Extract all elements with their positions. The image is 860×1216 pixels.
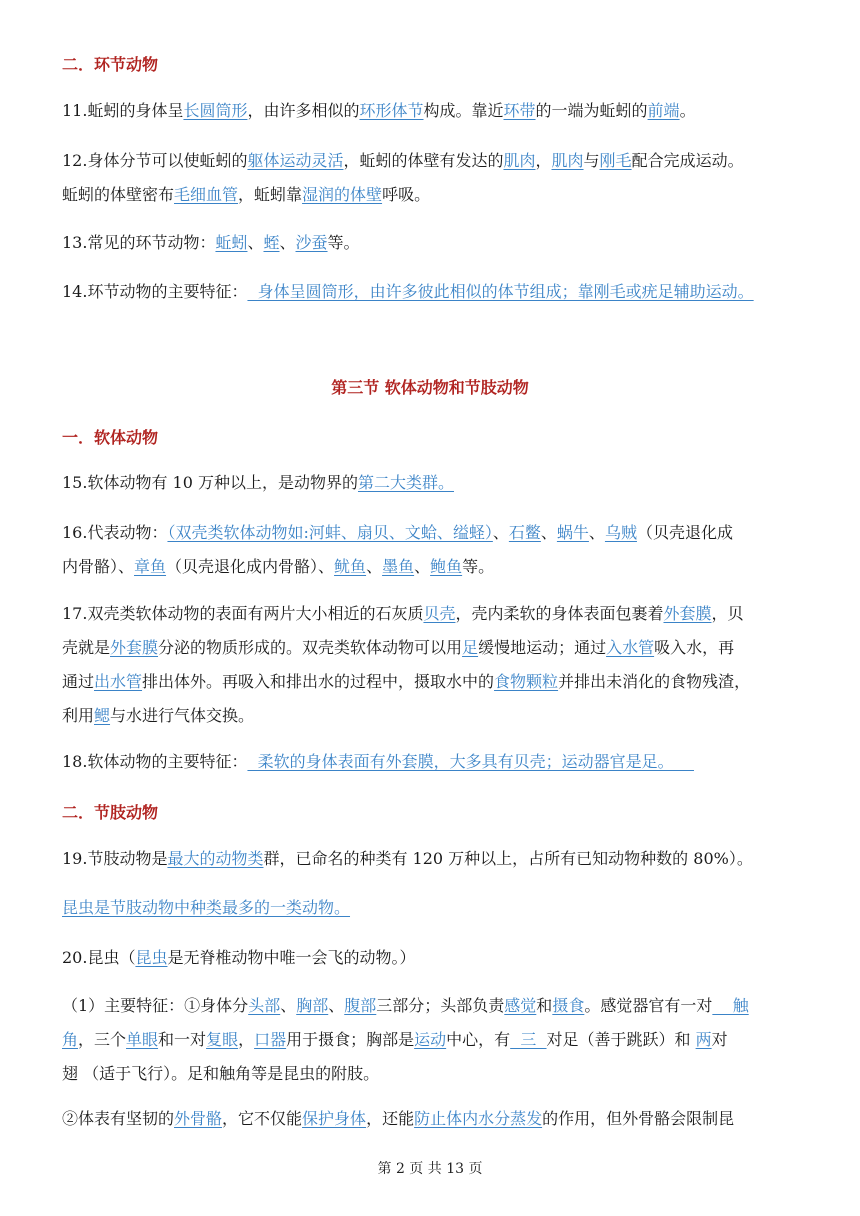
answer: 蛭 [263,233,280,252]
answer: 昆虫是节肢动物中种类最多的一类动物。 [62,898,351,917]
text: 构成。靠近 [423,101,504,120]
text: 与 [583,151,600,170]
text: 是无脊椎动物中唯一会飞的动物。） [167,948,416,967]
answer: 鱿鱼 [334,557,367,576]
text: 。感觉器官有一对 [584,996,713,1015]
text: 用于摄食；胸部是 [286,1030,415,1049]
text: ，蚯蚓的体壁有发达的 [343,151,504,170]
text: 并排出未消化的食物残渣， [558,672,751,691]
answer: 章鱼 [134,557,167,576]
paragraph-19 [62,842,802,876]
text: （贝壳退化成 [636,523,733,542]
paragraph-14 [62,275,802,309]
text: 利用 [62,706,95,725]
page-footer: 第 2 页 共 13 页 [377,1161,483,1177]
text: 11.蚯蚓的身体呈 [62,101,184,120]
answer: 毛细血管 [174,185,239,204]
text: 12.身体分节可以使蚯蚓的 [62,151,248,170]
answer: 保护身体 [302,1109,367,1128]
answer: 口器 [254,1030,287,1049]
text: 和 [536,996,553,1015]
text: 通过 [62,672,95,691]
answer: 最大的动物类 [167,849,264,868]
text: 呼吸。 [382,185,431,204]
text: 缓慢地运动；通过 [478,638,607,657]
text: 18.软体动物的主要特征： [62,752,248,771]
text: ，由许多相似的 [247,101,360,120]
text: 、 [414,557,431,576]
text: 16.代表动物： [62,523,168,542]
answer: 蚯蚓 [215,233,248,252]
answer: 触 [712,996,749,1015]
answer: 蜗牛 [556,523,589,542]
answer: 出水管 [94,672,143,691]
text: ，三个 [78,1030,127,1049]
answer: 运动 [414,1030,447,1049]
answer: 环带 [503,101,536,120]
text: 壳就是 [62,638,111,657]
answer: 墨鱼 [382,557,415,576]
answer: 柔软的身体表面有外套膜，大多具有贝壳；运动器官是足。 [247,752,694,771]
paragraph-18 [62,745,802,779]
text: 吸入水，再 [654,638,735,657]
answer: 躯体运动灵活 [247,151,344,170]
answer: 前端 [647,101,680,120]
answer: 鳃 [94,706,111,725]
paragraph-12 [62,144,802,212]
text: （贝壳退化成内骨骼）、 [166,557,335,576]
answer: 环形体节 [359,101,424,120]
text: 。 [679,101,696,120]
text: 三部分；头部负责 [376,996,505,1015]
text: （1）主要特征：①身体分 [62,996,249,1015]
answer: 入水管 [606,638,655,657]
text: 对 [711,1030,728,1049]
text: 、 [492,523,509,542]
text: 排出体外。再吸入和排出水的过程中，摄取水中的 [142,672,495,691]
text: ，它不仅能 [222,1109,303,1128]
text: 、 [247,233,264,252]
text: 、 [279,233,296,252]
answer: 外套膜 [663,604,712,623]
paragraph-19-insects [62,891,802,925]
section-heading-mollusks: 一．软体动物 [62,428,159,447]
answer: 感觉 [504,996,537,1015]
answer: 三 [510,1030,547,1049]
paragraph-11 [62,94,802,128]
text: ，贝 [711,604,744,623]
answer: 第二大类群。 [357,473,454,492]
section-title: 第三节 软体动物和节肢动物 [331,378,529,397]
text: 中心，有 [446,1030,511,1049]
section-heading-arthropods: 二．节肢动物 [62,803,159,822]
answer: 石鳖 [508,523,541,542]
text: 、 [366,557,383,576]
text: 、 [540,523,557,542]
answer: 湿润的体壁 [302,185,383,204]
answer: 腹部 [344,996,377,1015]
paragraph-17 [62,597,802,733]
answer: 昆虫 [135,948,168,967]
paragraph-20-2 [62,1102,802,1136]
text: 等。 [327,233,360,252]
answer: 摄食 [552,996,585,1015]
paragraph-15 [62,466,802,500]
text: 与水进行气体交换。 [110,706,255,725]
text: 分泌的物质形成的。双壳类软体动物可以用 [158,638,463,657]
section-heading-annelids: 二．环节动物 [62,55,159,74]
text: 翅 （适于飞行）。足和触角等是昆虫的附肢。 [62,1064,380,1083]
answer: 刚毛 [599,151,632,170]
answer: 外套膜 [110,638,159,657]
answer: 肌肉 [551,151,584,170]
text: 配合完成运动。 [631,151,744,170]
text: 和一对 [158,1030,207,1049]
answer: 肌肉 [503,151,536,170]
answer: 外骨骼 [174,1109,223,1128]
text: ，还能 [366,1109,415,1128]
text: ②体表有坚韧的 [62,1109,175,1128]
text: 对足（善于跳跃）和 [546,1030,696,1049]
text: ， [535,151,552,170]
answer: 两 [695,1030,712,1049]
answer: 食物颗粒 [494,672,559,691]
text: 13.常见的环节动物： [62,233,216,252]
text: 蚯蚓的体壁密布 [62,185,175,204]
text: 20.昆虫（ [62,948,136,967]
text: 、 [588,523,605,542]
answer: 单眼 [126,1030,159,1049]
text: 14.环节动物的主要特征： [62,282,248,301]
text: ，壳内柔软的身体表面包裹着 [455,604,664,623]
answer: 鲍鱼 [430,557,463,576]
answer: 头部 [248,996,281,1015]
answer: 贝壳 [423,604,456,623]
text: 17.双壳类软体动物的表面有两片大小相近的石灰质 [62,604,424,623]
answer: 角 [62,1030,79,1049]
text: 15.软体动物有 10 万种以上，是动物界的 [62,473,358,492]
paragraph-20 [62,941,802,975]
text: ，蚯蚓靠 [238,185,303,204]
answer: 复眼 [206,1030,239,1049]
text: 内骨骼）、 [62,557,135,576]
answer: 防止体内水分蒸发 [414,1109,543,1128]
text: ， [238,1030,255,1049]
answer: 身体呈圆筒形，由许多彼此相似的体节组成；靠刚毛或疣足辅助运动。 [247,282,754,301]
text: 、 [280,996,297,1015]
paragraph-16 [62,516,802,584]
answer: （双壳类软体动物如:河蚌、扇贝、文蛤、缢蛏） [167,523,493,542]
answer: 胸部 [296,996,329,1015]
answer: 沙蚕 [295,233,328,252]
text: 、 [328,996,345,1015]
text: 的一端为蚯蚓的 [535,101,648,120]
paragraph-20-1 [62,989,802,1091]
answer: 长圆筒形 [183,101,248,120]
text: 的作用，但外骨骼会限制昆 [542,1109,735,1128]
text: 19.节肢动物是 [62,849,168,868]
text: 群，已命名的种类有 120 万种以上，占所有已知动物种数的 80%）。 [263,849,753,868]
answer: 乌贼 [604,523,637,542]
text: 等。 [462,557,495,576]
paragraph-13 [62,226,802,260]
answer: 足 [462,638,479,657]
